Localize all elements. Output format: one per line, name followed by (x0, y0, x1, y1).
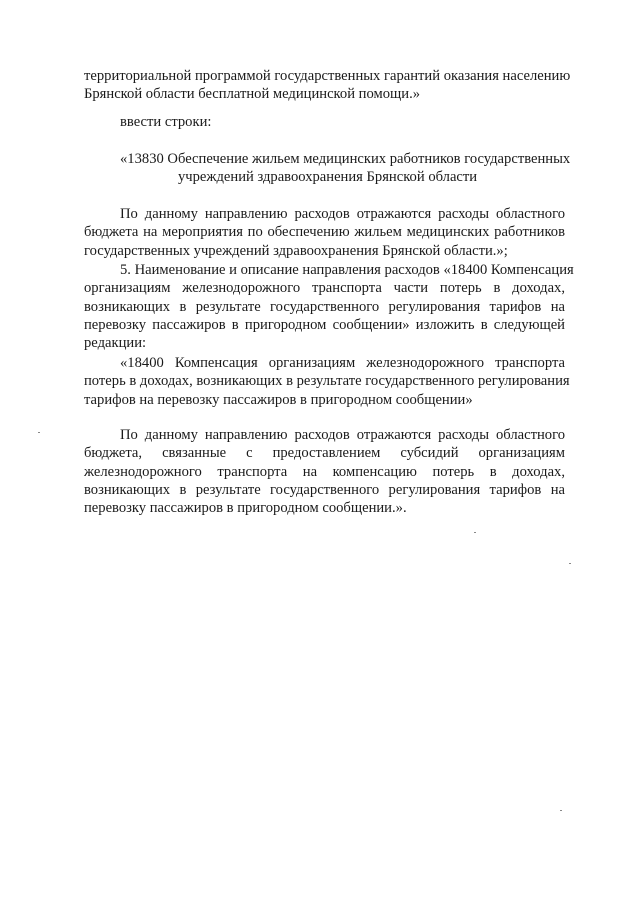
text-line: перевозку пассажиров в пригородном сообщении» изложить в следующей (84, 316, 565, 333)
text-line: По данному направлению расходов отражаются расходы областного (120, 206, 565, 222)
paragraph-continuation (84, 67, 571, 104)
scan-speck (560, 810, 562, 811)
text-line: редакции: (84, 335, 147, 352)
text-line: возникающих в результате государственного регулирования тарифов на (84, 481, 565, 498)
scan-speck (569, 563, 571, 564)
text-line: территориальной программой государственных гарантий оказания населению (84, 68, 571, 84)
paragraph-13830-description (84, 205, 565, 260)
text-line: государственных учреждений здравоохранения Брянской области.»; (84, 242, 508, 259)
text-line: бюджета, связанные с предоставлением субсидий организациям (84, 445, 565, 462)
entry-18400 (84, 354, 570, 409)
scan-speck (38, 432, 40, 433)
scan-speck (474, 532, 476, 533)
paragraph-item-5 (84, 261, 574, 352)
text-line: «18400 Компенсация организациям железнодорожного транспорта (120, 355, 565, 371)
text-line: учреждений здравоохранения Брянской области (178, 169, 478, 186)
text-line: «13830 Обеспечение жильем медицинских работников государственных (120, 151, 571, 167)
entry-13830 (120, 150, 570, 187)
text-line: тарифов на перевозку пассажиров в пригородном сообщении» (84, 391, 473, 408)
text-line: Брянской области бесплатной медицинской помощи.» (84, 86, 421, 103)
text-line: возникающих в результате государственного регулирования тарифов на (84, 298, 565, 315)
text-line: бюджета на мероприятия по обеспечению жильем медицинских работников (84, 224, 565, 241)
text-line: 5. Наименование и описание направления расходов «18400 Компенсация (120, 262, 574, 278)
text-line: железнодорожного транспорта на компенсацию потерь в доходах, (84, 463, 565, 480)
paragraph-18400-description (84, 426, 565, 517)
insert-lines-heading: ввести строки: (120, 114, 212, 130)
text-line: организациям железнодорожного транспорта части потерь в доходах, (84, 280, 565, 297)
text-line: потерь в доходах, возникающих в результате государственного регулирования (84, 373, 570, 390)
text-line: По данному направлению расходов отражаются расходы областного (120, 427, 565, 443)
text-line: перевозку пассажиров в пригородном сообщении.». (84, 500, 407, 517)
